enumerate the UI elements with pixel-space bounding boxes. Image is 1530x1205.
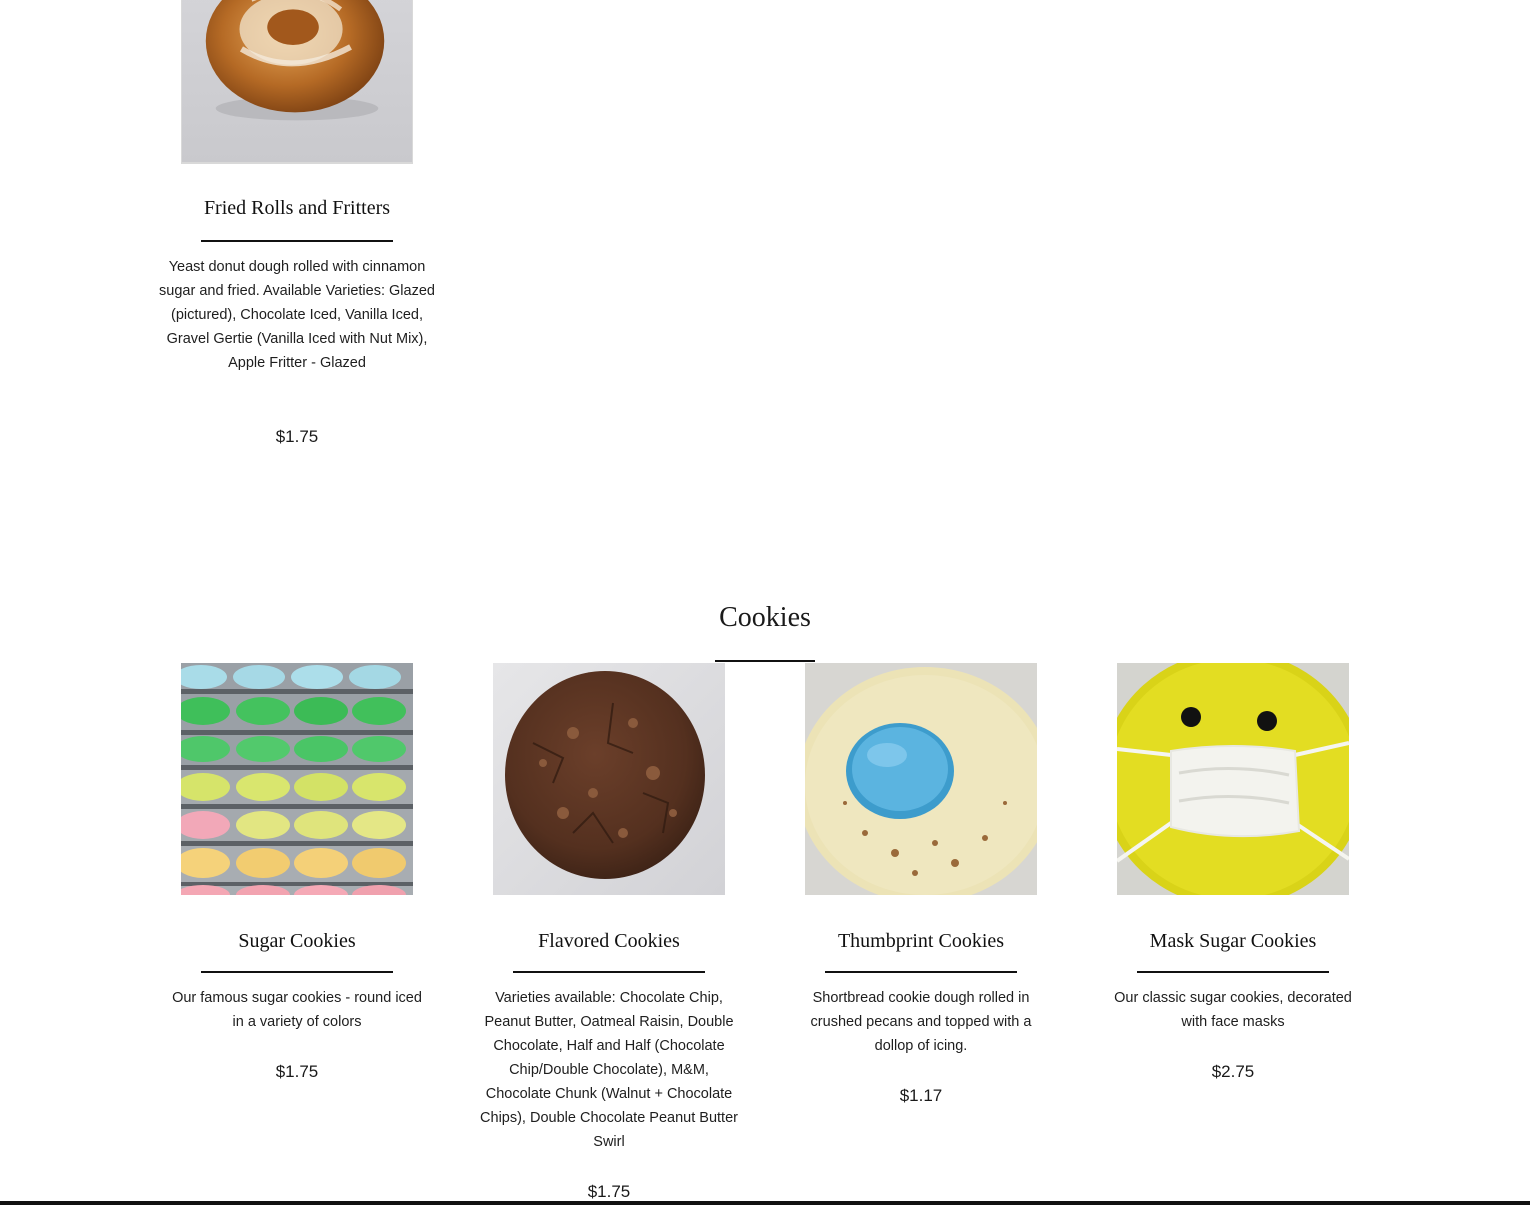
product-title[interactable]: Flavored Cookies	[538, 930, 680, 952]
title-divider	[825, 971, 1017, 973]
product-title[interactable]: Mask Sugar Cookies	[1149, 930, 1317, 952]
product-description: Shortbread cookie dough rolled in crushed pecans and topped with a dollop of icing.	[810, 990, 1032, 1054]
product-title[interactable]: Sugar Cookies	[238, 930, 356, 952]
page-bottom-border	[0, 1201, 1530, 1205]
section-heading-cookies: Cookies	[719, 602, 811, 633]
product-image-mask-sugar-cookies[interactable]	[1117, 663, 1349, 895]
product-image-thumbprint-cookies[interactable]	[805, 663, 1037, 895]
product-description: Varieties available: Chocolate Chip, Peanut Butter, Oatmeal Raisin, Double Chocolate, Half and Half (Chocolate Chip/Double Chocolate), M&M, Chocolate Chunk (Walnut + Chocolate Chips), Double Chocolate Peanut Butter Swirl	[480, 990, 738, 1150]
title-divider	[513, 971, 705, 973]
product-price: $1.75	[275, 1062, 319, 1081]
product-price: $1.75	[275, 427, 319, 446]
mask-cookie-photo	[1117, 663, 1349, 895]
product-description: Our classic sugar cookies, decorated with face masks	[1114, 990, 1352, 1030]
product-title[interactable]: Thumbprint Cookies	[837, 930, 1005, 952]
product-image-flavored-cookies[interactable]	[493, 663, 725, 895]
product-price: $1.75	[587, 1182, 631, 1201]
cinnamon-roll-photo	[181, 0, 413, 162]
title-divider	[1137, 971, 1329, 973]
title-divider	[201, 971, 393, 973]
section-heading-divider	[715, 660, 815, 662]
thumbprint-cookie-photo	[805, 663, 1037, 895]
sugar-cookies-tray-photo	[181, 663, 413, 895]
product-title[interactable]: Fried Rolls and Fritters	[203, 197, 391, 219]
product-description: Our famous sugar cookies - round iced in a variety of colors	[172, 990, 422, 1030]
product-price: $1.17	[899, 1086, 943, 1105]
product-description: Yeast donut dough rolled with cinnamon sugar and fried. Available Varieties: Glazed (pictured), Chocolate Iced, Vanilla Iced, Gravel Gertie (Vanilla Iced with Nut Mix), Apple Fritter - Glazed	[159, 259, 435, 371]
product-image-fried-roll[interactable]	[181, 0, 413, 164]
product-image-sugar-cookies[interactable]	[181, 663, 413, 895]
product-price: $2.75	[1211, 1062, 1255, 1081]
chocolate-cookie-photo	[493, 663, 725, 895]
title-divider	[201, 240, 393, 242]
